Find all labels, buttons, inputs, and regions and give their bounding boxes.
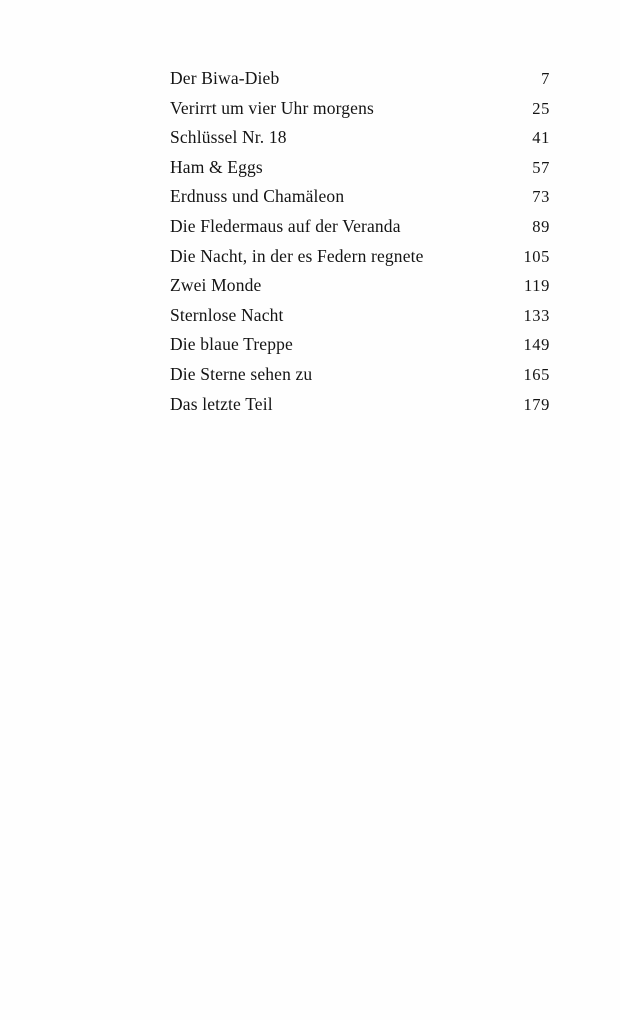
toc-entry[interactable] — [170, 275, 550, 305]
toc-entry[interactable] — [170, 216, 550, 246]
toc-entry-title: Zwei Monde — [170, 275, 262, 296]
toc-entry-title: Ham & Eggs — [170, 156, 263, 177]
toc-entry-title: Der Biwa-Dieb — [170, 68, 280, 88]
toc-entry-page: 41 — [532, 128, 550, 148]
toc-entry[interactable] — [170, 186, 550, 216]
toc-entry-title: Die blaue Treppe — [170, 334, 293, 355]
toc-entry-page: 73 — [532, 187, 550, 207]
toc-entry-title: Das letzte Teil — [170, 393, 273, 414]
toc-entry[interactable] — [170, 68, 550, 98]
toc-entry-title: Schlüssel Nr. 18 — [170, 127, 287, 148]
toc-entry[interactable] — [170, 127, 550, 157]
toc-entry-page: 7 — [541, 69, 550, 88]
toc-entry[interactable] — [170, 246, 550, 276]
toc-entry-page: 179 — [523, 394, 550, 414]
toc-entry-page: 57 — [532, 157, 550, 177]
toc-entry[interactable] — [170, 394, 550, 424]
toc-entry-title: Verirrt um vier Uhr morgens — [170, 97, 374, 118]
toc-entry-title: Erdnuss und Chamäleon — [170, 186, 345, 207]
table-of-contents — [170, 68, 550, 423]
toc-entry[interactable] — [170, 334, 550, 364]
toc-entry[interactable] — [170, 98, 550, 128]
toc-entry-title: Die Nacht, in der es Federn regnete — [170, 245, 424, 266]
toc-entry-title: Die Sterne sehen zu — [170, 363, 313, 384]
toc-entry[interactable] — [170, 305, 550, 335]
toc-entry-page: 149 — [523, 335, 550, 355]
toc-entry-page: 165 — [523, 364, 550, 384]
toc-entry-title: Sternlose Nacht — [170, 304, 284, 325]
toc-entry-page: 89 — [532, 216, 550, 236]
toc-entry-title: Die Fledermaus auf der Veranda — [170, 215, 401, 236]
toc-entry-page: 119 — [524, 276, 550, 296]
toc-entry-page: 25 — [532, 98, 550, 118]
toc-entry[interactable] — [170, 364, 550, 394]
toc-entry-page: 105 — [523, 246, 550, 266]
toc-entry[interactable] — [170, 157, 550, 187]
toc-entry-page: 133 — [523, 305, 550, 325]
